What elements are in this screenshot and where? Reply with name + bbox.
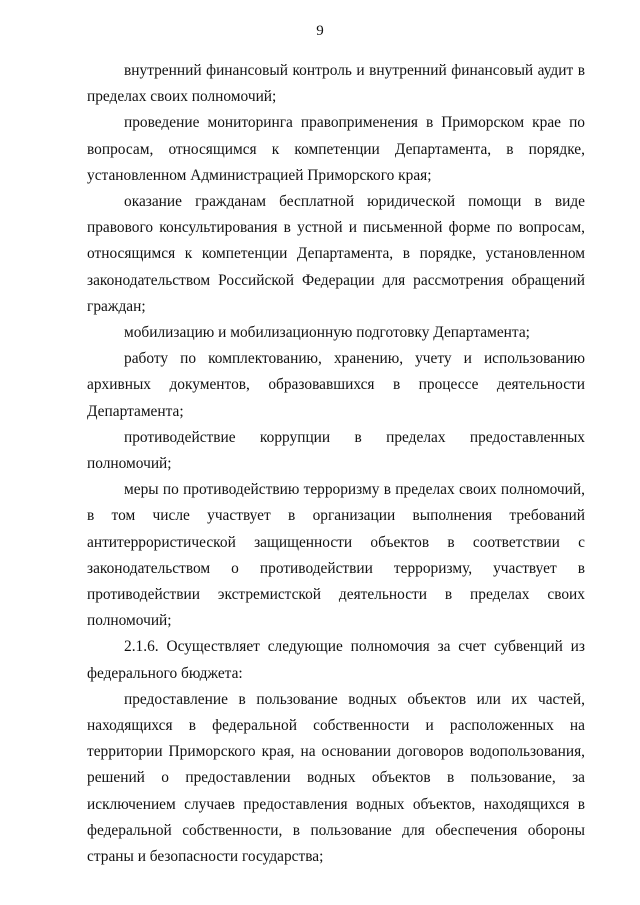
paragraph-internal-audit: внутренний финансовый контроль и внутренний финансовый аудит в пределах своих полномочий; xyxy=(87,62,585,106)
paragraph-archives: работу по комплектованию, хранению, учету и использованию архивных документов, образовавшихся в процессе деятельности Департамента; xyxy=(87,350,585,420)
document-body xyxy=(87,58,585,870)
paragraph-water-bodies: предоставление в пользование водных объектов или их частей, находящихся в федеральной собственности и расположенных на территории Приморского края, на основании договоров водопользования, решений о предоставлении водных объектов в пользование, за исключением случаев предоставления водных объектов, находящихся в федеральной собственности, в пользование для обеспечения обороны страны и безопасности государства; xyxy=(87,690,585,866)
paragraph-mobilization: мобилизацию и мобилизационную подготовку Департамента; xyxy=(124,324,530,342)
paragraph-legal-aid: оказание гражданам бесплатной юридической помощи в виде правового консультирования в устной и письменной форме по вопросам, относящимся к компетенции Департамента, в порядке, установленном законодательством Российской Федерации для рассмотрения обращений граждан; xyxy=(87,193,585,315)
page-number: 9 xyxy=(316,23,324,39)
paragraph-section-2-1-6: 2.1.6. Осуществляет следующие полномочия за счет субвенций из федерального бюджета: xyxy=(87,638,585,682)
paragraph-law-enforcement-monitoring: проведение мониторинга правоприменения в Приморском крае по вопросам, относящимся к компетенции Департамента, в порядке, установленном Администрацией Приморского края; xyxy=(87,114,585,184)
paragraph-anti-corruption: противодействие коррупции в пределах предоставленных полномочий; xyxy=(87,428,585,473)
paragraph-counter-terrorism: меры по противодействию терроризму в пределах своих полномочий, в том числе участвует в организации выполнения требований антитеррористической защищенности объектов в соответствии с законодательством о противодействии терроризму, участвует в противодействии экстремистской деятельности в пределах своих полномочий; xyxy=(87,481,585,630)
